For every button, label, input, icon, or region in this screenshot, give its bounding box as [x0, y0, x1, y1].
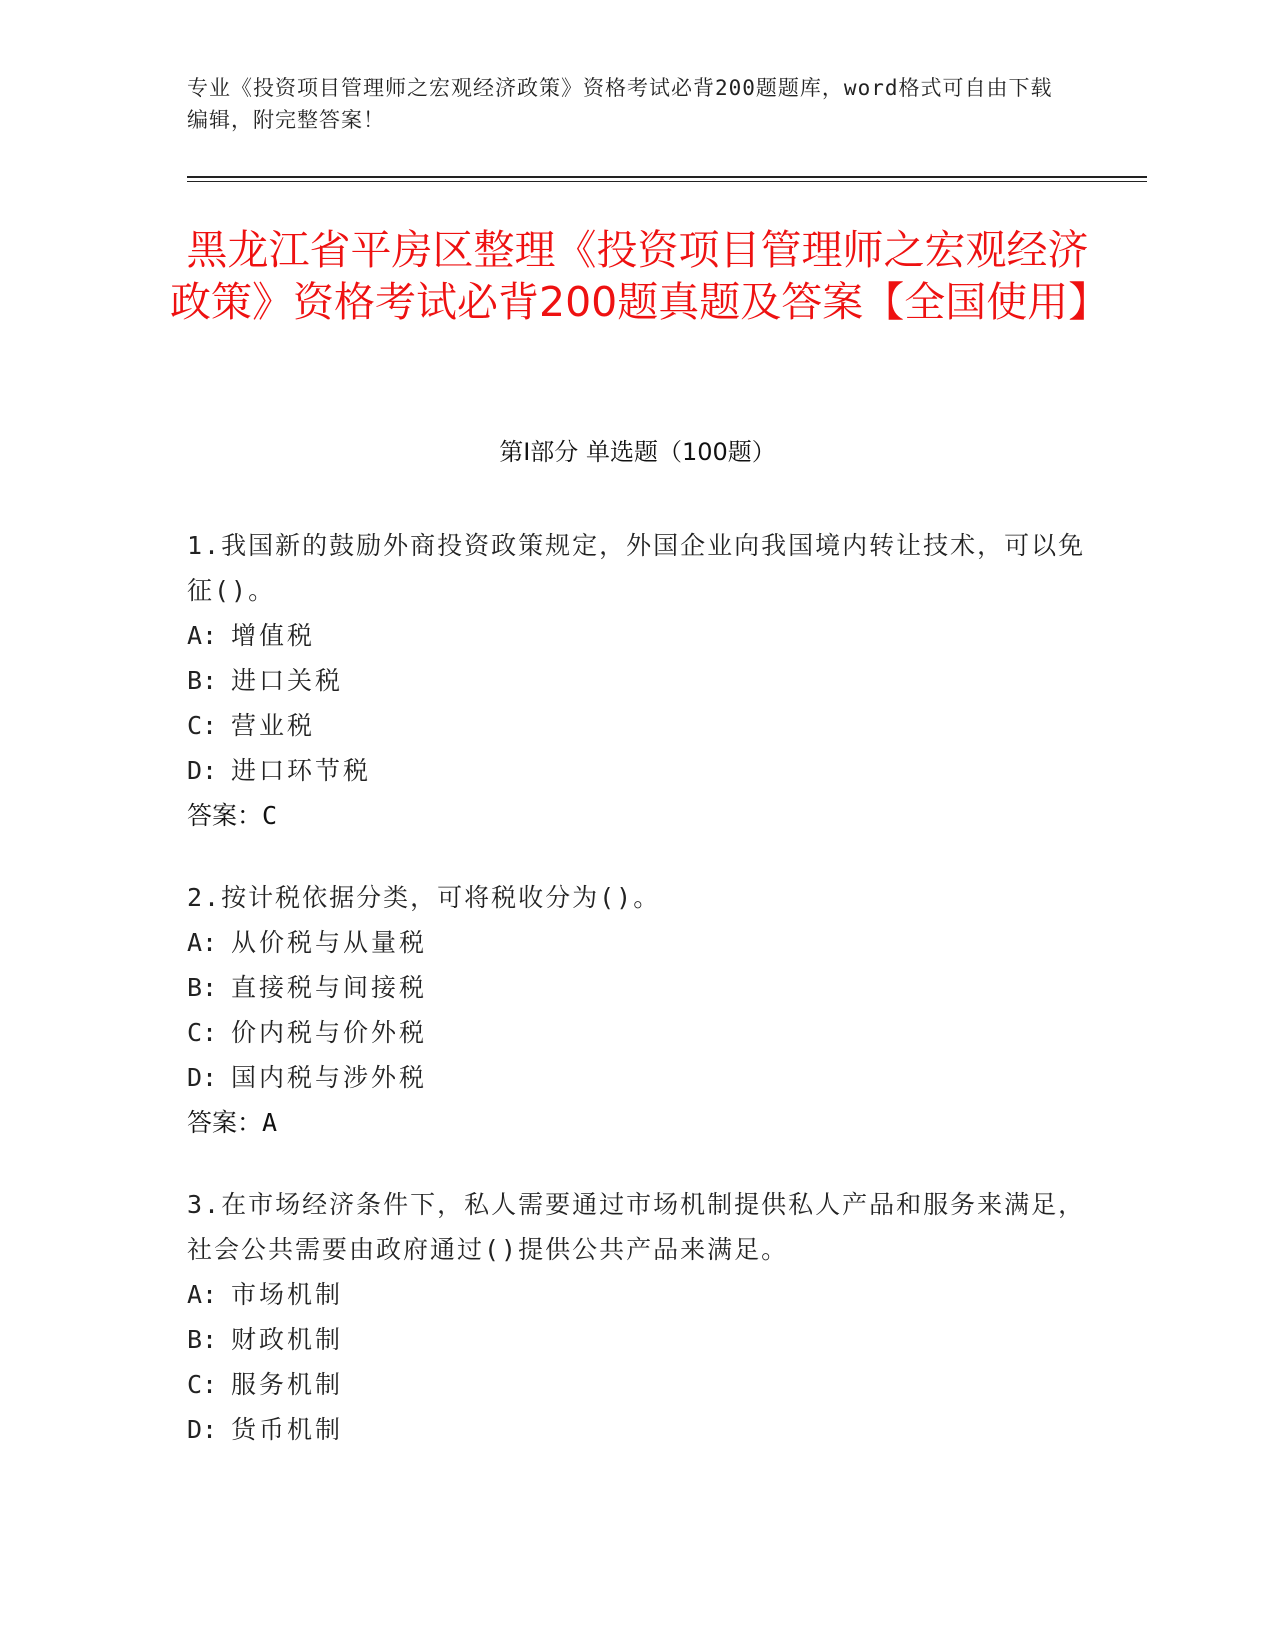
option-letter: A: [187, 621, 218, 650]
option-text: 从价税与从量税 [231, 928, 428, 957]
option-letter: B: [187, 666, 218, 695]
option-text: 直接税与间接税 [231, 973, 428, 1002]
option-c [187, 1010, 1087, 1055]
option-letter: C: [187, 1018, 218, 1047]
option-letter: C: [187, 711, 218, 740]
answer-label: 答案： [187, 801, 263, 830]
answer-label: 答案： [187, 1108, 263, 1137]
header-note: 专业《投资项目管理师之宏观经济政策》资格考试必背200题题库，word格式可自由下载编辑，附完整答案！ [187, 76, 1053, 132]
header-rule-thin [187, 181, 1147, 182]
option-text: 增值税 [231, 621, 316, 650]
option-text: 进口关税 [231, 666, 344, 695]
option-text: 财政机制 [231, 1325, 344, 1354]
answer-line [187, 1100, 1087, 1145]
option-letter: C: [187, 1370, 218, 1399]
option-b [187, 965, 1087, 1010]
option-d [187, 1407, 1087, 1452]
question-2 [187, 875, 1087, 1145]
option-d [187, 1055, 1087, 1100]
answer-value: C [262, 801, 278, 830]
answer-value: A [262, 1108, 278, 1137]
option-text: 价内税与价外税 [231, 1018, 428, 1047]
option-text: 服务机制 [231, 1370, 344, 1399]
option-a [187, 613, 1087, 658]
question-1 [187, 523, 1087, 838]
answer-line [187, 793, 1087, 838]
option-c [187, 1362, 1087, 1407]
question-text: 1.我国新的鼓励外商投资政策规定，外国企业向我国境内转让技术，可以免征()。 [187, 531, 1086, 605]
header-rule-thick [187, 176, 1147, 178]
option-a [187, 920, 1087, 965]
section-heading: 第I部分 单选题（100题） [499, 438, 776, 466]
option-b [187, 658, 1087, 703]
option-letter: D: [187, 1415, 218, 1444]
option-text: 进口环节税 [231, 756, 372, 785]
question-3 [187, 1182, 1087, 1452]
option-a [187, 1272, 1087, 1317]
question-list [187, 523, 1087, 1489]
option-b [187, 1317, 1087, 1362]
option-letter: D: [187, 756, 218, 785]
document-title: 黑龙江省平房区整理《投资项目管理师之宏观经济政策》资格考试必背200题真题及答案【全国使用】 [170, 226, 1110, 326]
option-d [187, 748, 1087, 793]
option-text: 货币机制 [231, 1415, 344, 1444]
option-text: 国内税与涉外税 [231, 1063, 428, 1092]
option-letter: B: [187, 973, 218, 1002]
option-letter: A: [187, 928, 218, 957]
option-text: 营业税 [231, 711, 316, 740]
option-letter: A: [187, 1280, 218, 1309]
option-letter: B: [187, 1325, 218, 1354]
question-text: 2.按计税依据分类，可将税收分为()。 [187, 883, 661, 912]
option-letter: D: [187, 1063, 218, 1092]
option-text: 市场机制 [231, 1280, 344, 1309]
option-c [187, 703, 1087, 748]
question-text: 3.在市场经济条件下，私人需要通过市场机制提供私人产品和服务来满足，社会公共需要由政府通过()提供公共产品来满足。 [187, 1190, 1086, 1264]
